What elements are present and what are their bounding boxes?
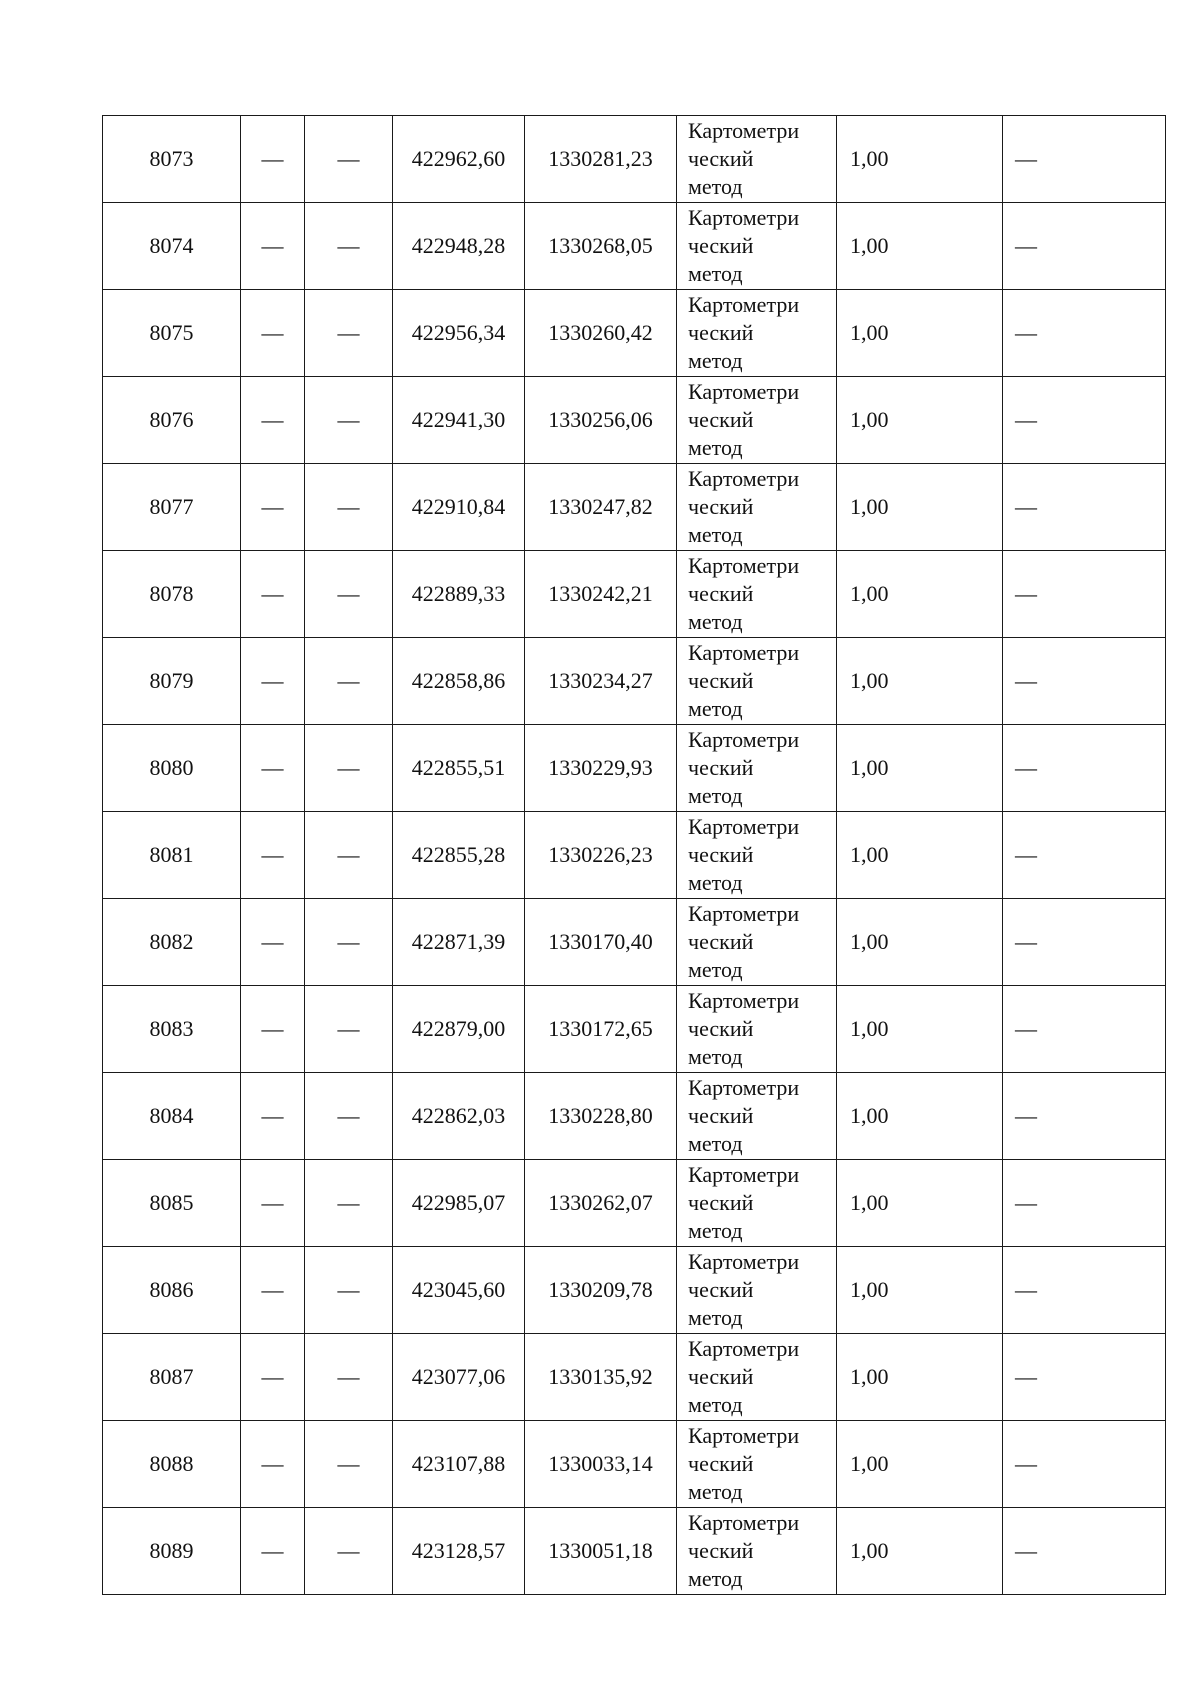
method-cell	[677, 1247, 837, 1334]
empty-dash-cell: —	[241, 812, 305, 899]
table-row	[103, 551, 1166, 638]
method-cell	[677, 116, 837, 203]
empty-dash-cell: —	[241, 986, 305, 1073]
coordinate-y-cell: 1330033,14	[525, 1421, 677, 1508]
empty-dash-cell: —	[305, 551, 393, 638]
point-number-cell: 8086	[103, 1247, 241, 1334]
empty-dash-cell: —	[241, 464, 305, 551]
method-text-line: метод	[688, 1044, 743, 1069]
method-text-line: ческий	[688, 1190, 754, 1215]
method-text-line: Картометри	[688, 466, 800, 491]
point-number-cell: 8073	[103, 116, 241, 203]
coordinate-x-cell: 422956,34	[393, 290, 525, 377]
table-row	[103, 986, 1166, 1073]
method-cell	[677, 203, 837, 290]
method-text-line: метод	[688, 609, 743, 634]
empty-dash-cell: —	[241, 1160, 305, 1247]
method-text-line: метод	[688, 1131, 743, 1156]
method-cell	[677, 899, 837, 986]
accuracy-cell: 1,00	[837, 377, 1003, 464]
table-row	[103, 725, 1166, 812]
method-text-line: ческий	[688, 581, 754, 606]
method-cell	[677, 812, 837, 899]
description-cell: —	[1003, 1508, 1166, 1595]
accuracy-cell: 1,00	[837, 1247, 1003, 1334]
table-row	[103, 464, 1166, 551]
description-cell: —	[1003, 377, 1166, 464]
description-cell: —	[1003, 986, 1166, 1073]
accuracy-cell: 1,00	[837, 1073, 1003, 1160]
coordinate-x-cell: 422889,33	[393, 551, 525, 638]
method-text-line: ческий	[688, 1451, 754, 1476]
method-cell	[677, 551, 837, 638]
method-text-line: метод	[688, 783, 743, 808]
empty-dash-cell: —	[305, 638, 393, 725]
accuracy-cell: 1,00	[837, 551, 1003, 638]
method-text-line: ческий	[688, 233, 754, 258]
method-text-line: метод	[688, 957, 743, 982]
coordinates-table	[102, 115, 1166, 1595]
point-number-cell: 8079	[103, 638, 241, 725]
coordinate-y-cell: 1330135,92	[525, 1334, 677, 1421]
method-cell	[677, 638, 837, 725]
accuracy-cell: 1,00	[837, 116, 1003, 203]
method-text-line: ческий	[688, 929, 754, 954]
coordinate-y-cell: 1330268,05	[525, 203, 677, 290]
empty-dash-cell: —	[305, 290, 393, 377]
method-text-line: ческий	[688, 1016, 754, 1041]
method-text-line: Картометри	[688, 1510, 800, 1535]
method-cell	[677, 986, 837, 1073]
description-cell: —	[1003, 116, 1166, 203]
table-row	[103, 1160, 1166, 1247]
method-text-line: Картометри	[688, 118, 800, 143]
empty-dash-cell: —	[305, 464, 393, 551]
empty-dash-cell: —	[241, 203, 305, 290]
method-text-line: Картометри	[688, 1249, 800, 1274]
empty-dash-cell: —	[305, 812, 393, 899]
method-text-line: метод	[688, 348, 743, 373]
method-text-line: Картометри	[688, 814, 800, 839]
empty-dash-cell: —	[241, 638, 305, 725]
method-text-line: метод	[688, 1566, 743, 1591]
empty-dash-cell: —	[305, 1334, 393, 1421]
coordinate-x-cell: 422962,60	[393, 116, 525, 203]
empty-dash-cell: —	[241, 1334, 305, 1421]
coordinate-x-cell: 423045,60	[393, 1247, 525, 1334]
table-row	[103, 899, 1166, 986]
coordinate-x-cell: 422941,30	[393, 377, 525, 464]
empty-dash-cell: —	[241, 1247, 305, 1334]
point-number-cell: 8078	[103, 551, 241, 638]
empty-dash-cell: —	[241, 551, 305, 638]
description-cell: —	[1003, 1073, 1166, 1160]
table-row	[103, 812, 1166, 899]
accuracy-cell: 1,00	[837, 899, 1003, 986]
empty-dash-cell: —	[241, 1421, 305, 1508]
table-row	[103, 1247, 1166, 1334]
method-cell	[677, 1334, 837, 1421]
method-cell	[677, 1160, 837, 1247]
method-text-line: Картометри	[688, 1075, 800, 1100]
empty-dash-cell: —	[241, 116, 305, 203]
empty-dash-cell: —	[305, 986, 393, 1073]
method-text-line: Картометри	[688, 1162, 800, 1187]
coordinate-y-cell: 1330262,07	[525, 1160, 677, 1247]
method-text-line: Картометри	[688, 379, 800, 404]
method-text-line: ческий	[688, 407, 754, 432]
accuracy-cell: 1,00	[837, 1421, 1003, 1508]
empty-dash-cell: —	[241, 1508, 305, 1595]
coordinate-x-cell: 422985,07	[393, 1160, 525, 1247]
accuracy-cell: 1,00	[837, 1160, 1003, 1247]
method-text-line: метод	[688, 261, 743, 286]
coordinate-y-cell: 1330051,18	[525, 1508, 677, 1595]
method-text-line: Картометри	[688, 640, 800, 665]
coordinate-y-cell: 1330226,23	[525, 812, 677, 899]
description-cell: —	[1003, 290, 1166, 377]
table-row	[103, 1073, 1166, 1160]
coordinate-y-cell: 1330242,21	[525, 551, 677, 638]
coordinate-y-cell: 1330256,06	[525, 377, 677, 464]
method-text-line: метод	[688, 174, 743, 199]
point-number-cell: 8082	[103, 899, 241, 986]
coordinate-x-cell: 422871,39	[393, 899, 525, 986]
description-cell: —	[1003, 812, 1166, 899]
coordinates-table-body	[103, 116, 1166, 1595]
coordinate-x-cell: 422858,86	[393, 638, 525, 725]
accuracy-cell: 1,00	[837, 1508, 1003, 1595]
description-cell: —	[1003, 464, 1166, 551]
accuracy-cell: 1,00	[837, 1334, 1003, 1421]
method-text-line: ческий	[688, 146, 754, 171]
accuracy-cell: 1,00	[837, 203, 1003, 290]
method-text-line: ческий	[688, 1277, 754, 1302]
description-cell: —	[1003, 1160, 1166, 1247]
accuracy-cell: 1,00	[837, 464, 1003, 551]
description-cell: —	[1003, 725, 1166, 812]
description-cell: —	[1003, 203, 1166, 290]
description-cell: —	[1003, 1247, 1166, 1334]
table-row	[103, 116, 1166, 203]
empty-dash-cell: —	[305, 1508, 393, 1595]
method-cell	[677, 1073, 837, 1160]
method-text-line: Картометри	[688, 1423, 800, 1448]
coordinate-x-cell: 423107,88	[393, 1421, 525, 1508]
coordinate-y-cell: 1330234,27	[525, 638, 677, 725]
point-number-cell: 8084	[103, 1073, 241, 1160]
coordinate-x-cell: 422855,51	[393, 725, 525, 812]
table-row	[103, 377, 1166, 464]
empty-dash-cell: —	[305, 377, 393, 464]
table-row	[103, 1334, 1166, 1421]
method-cell	[677, 464, 837, 551]
accuracy-cell: 1,00	[837, 812, 1003, 899]
description-cell: —	[1003, 551, 1166, 638]
method-text-line: ческий	[688, 1538, 754, 1563]
accuracy-cell: 1,00	[837, 290, 1003, 377]
coordinate-y-cell: 1330247,82	[525, 464, 677, 551]
table-row	[103, 290, 1166, 377]
empty-dash-cell: —	[305, 116, 393, 203]
empty-dash-cell: —	[305, 1160, 393, 1247]
coordinate-x-cell: 422862,03	[393, 1073, 525, 1160]
method-text-line: Картометри	[688, 988, 800, 1013]
empty-dash-cell: —	[305, 725, 393, 812]
method-text-line: метод	[688, 435, 743, 460]
table-row	[103, 1421, 1166, 1508]
coordinate-x-cell: 422855,28	[393, 812, 525, 899]
description-cell: —	[1003, 1421, 1166, 1508]
coordinate-y-cell: 1330170,40	[525, 899, 677, 986]
empty-dash-cell: —	[241, 725, 305, 812]
method-text-line: Картометри	[688, 553, 800, 578]
coordinate-y-cell: 1330172,65	[525, 986, 677, 1073]
point-number-cell: 8088	[103, 1421, 241, 1508]
method-cell	[677, 377, 837, 464]
empty-dash-cell: —	[241, 377, 305, 464]
table-row	[103, 1508, 1166, 1595]
empty-dash-cell: —	[305, 203, 393, 290]
table-row	[103, 203, 1166, 290]
method-text-line: метод	[688, 522, 743, 547]
method-text-line: Картометри	[688, 901, 800, 926]
coordinate-x-cell: 422910,84	[393, 464, 525, 551]
method-text-line: Картометри	[688, 205, 800, 230]
empty-dash-cell: —	[241, 1073, 305, 1160]
method-cell	[677, 1508, 837, 1595]
empty-dash-cell: —	[241, 899, 305, 986]
point-number-cell: 8080	[103, 725, 241, 812]
point-number-cell: 8077	[103, 464, 241, 551]
table-row	[103, 638, 1166, 725]
method-text-line: метод	[688, 1305, 743, 1330]
coordinate-x-cell: 423077,06	[393, 1334, 525, 1421]
method-text-line: Картометри	[688, 292, 800, 317]
method-text-line: метод	[688, 1479, 743, 1504]
method-text-line: ческий	[688, 668, 754, 693]
method-text-line: ческий	[688, 755, 754, 780]
empty-dash-cell: —	[305, 1073, 393, 1160]
empty-dash-cell: —	[305, 1421, 393, 1508]
method-cell	[677, 290, 837, 377]
method-text-line: ческий	[688, 1364, 754, 1389]
description-cell: —	[1003, 899, 1166, 986]
empty-dash-cell: —	[241, 290, 305, 377]
method-text-line: Картометри	[688, 1336, 800, 1361]
point-number-cell: 8083	[103, 986, 241, 1073]
method-text-line: ческий	[688, 320, 754, 345]
coordinate-x-cell: 422879,00	[393, 986, 525, 1073]
accuracy-cell: 1,00	[837, 986, 1003, 1073]
accuracy-cell: 1,00	[837, 638, 1003, 725]
point-number-cell: 8087	[103, 1334, 241, 1421]
coordinate-y-cell: 1330260,42	[525, 290, 677, 377]
point-number-cell: 8081	[103, 812, 241, 899]
method-text-line: Картометри	[688, 727, 800, 752]
empty-dash-cell: —	[305, 1247, 393, 1334]
empty-dash-cell: —	[305, 899, 393, 986]
method-text-line: ческий	[688, 494, 754, 519]
method-text-line: метод	[688, 1218, 743, 1243]
method-text-line: метод	[688, 1392, 743, 1417]
point-number-cell: 8089	[103, 1508, 241, 1595]
method-cell	[677, 725, 837, 812]
point-number-cell: 8074	[103, 203, 241, 290]
coordinate-y-cell: 1330209,78	[525, 1247, 677, 1334]
method-cell	[677, 1421, 837, 1508]
method-text-line: метод	[688, 696, 743, 721]
description-cell: —	[1003, 638, 1166, 725]
method-text-line: ческий	[688, 842, 754, 867]
method-text-line: метод	[688, 870, 743, 895]
point-number-cell: 8075	[103, 290, 241, 377]
coordinate-x-cell: 422948,28	[393, 203, 525, 290]
coordinate-y-cell: 1330229,93	[525, 725, 677, 812]
coordinate-y-cell: 1330228,80	[525, 1073, 677, 1160]
description-cell: —	[1003, 1334, 1166, 1421]
method-text-line: ческий	[688, 1103, 754, 1128]
coordinate-x-cell: 423128,57	[393, 1508, 525, 1595]
point-number-cell: 8076	[103, 377, 241, 464]
point-number-cell: 8085	[103, 1160, 241, 1247]
coordinate-y-cell: 1330281,23	[525, 116, 677, 203]
accuracy-cell: 1,00	[837, 725, 1003, 812]
